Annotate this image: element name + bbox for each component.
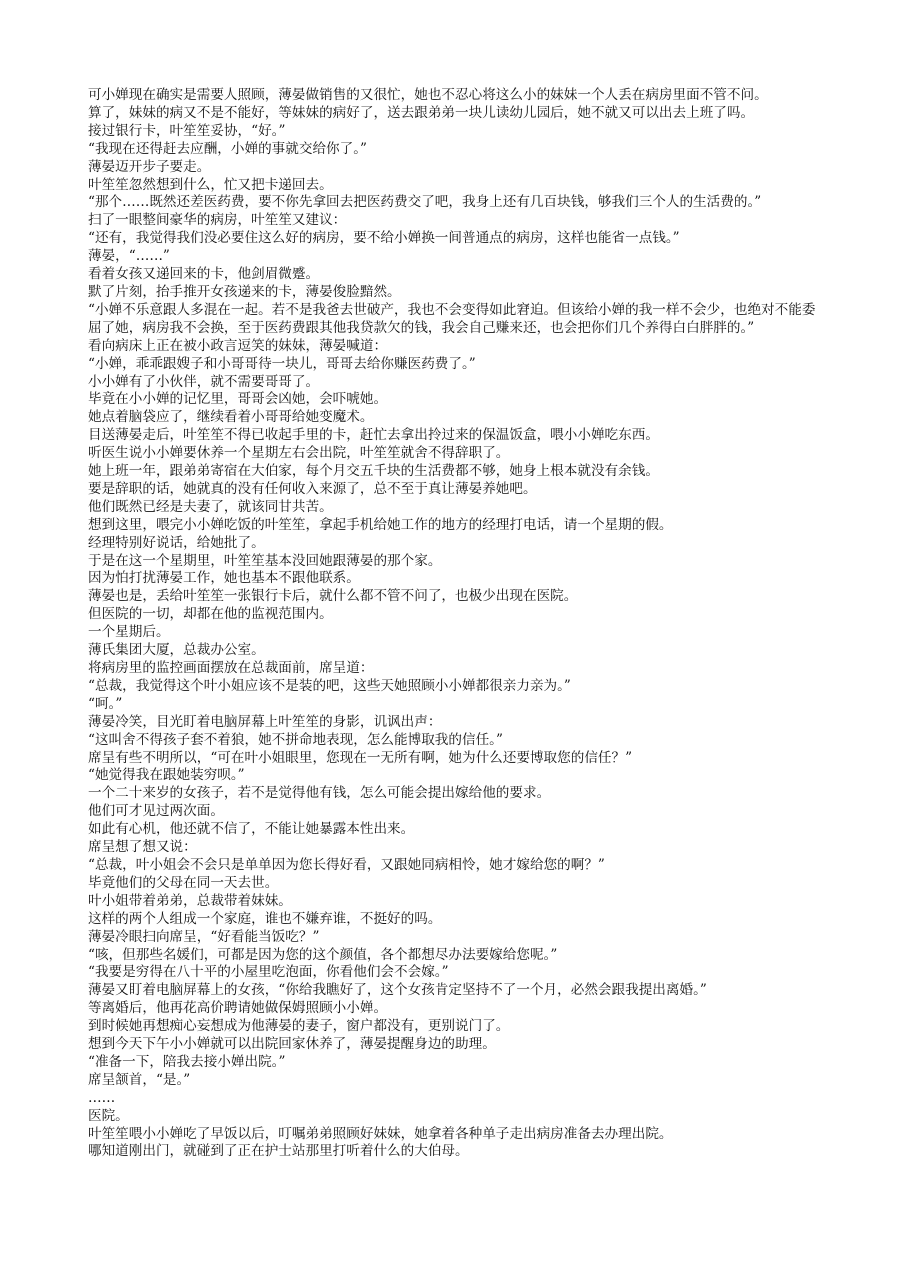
paragraph: “我现在还得赶去应酬，小婵的事就交给你了。” — [88, 140, 367, 157]
paragraph: 席呈颔首，“是。” — [88, 1071, 191, 1088]
paragraph: “她觉得我在跟她装穷呗。” — [88, 767, 245, 784]
paragraph: “还有，我觉得我们没必要住这么好的病房，要不给小婵换一间普通点的病房，这样也能省一点钱。” — [88, 230, 680, 247]
paragraph: 薄晏又盯着电脑屏幕上的女孩，“你给我瞧好了，这个女孩肯定坚持不了一个月，必然会跟我提出离婚。” — [88, 982, 707, 999]
paragraph: 经理特别好说话，给她批了。 — [88, 534, 265, 551]
paragraph: 但医院的一切，却都在他的监视范围内。 — [88, 606, 333, 623]
paragraph: 小小婵有了小伙伴，就不需要哥哥了。 — [88, 373, 320, 390]
paragraph: 如此有心机，他还就不信了，不能让她暴露本性出来。 — [88, 821, 415, 838]
paragraph: “我要是穷得在八十平的小屋里吃泡面，你看他们会不会嫁。” — [88, 964, 449, 981]
paragraph: 他们既然已经是夫妻了，就该同甘共苦。 — [88, 498, 333, 515]
paragraph: 她点着脑袋应了，继续看着小哥哥给她变魔术。 — [88, 409, 374, 426]
paragraph: 叶小姐带着弟弟，总裁带着妹妹。 — [88, 892, 292, 909]
paragraph: 接过银行卡，叶笙笙妥协，“好。” — [88, 122, 286, 139]
paragraph: 哪知道刚出门，就碰到了正在护士站那里打听着什么的大伯母。 — [88, 1143, 469, 1160]
paragraph: “小婵，乖乖跟嫂子和小哥哥待一块儿，哥哥去给你赚医药费了。” — [88, 355, 476, 372]
paragraph: …… — [88, 1089, 116, 1106]
paragraph: “那个……既然还差医药费，要不你先拿回去把医药费交了吧，我身上还有几百块钱，够我们三个人的生活费的。” — [88, 194, 762, 211]
document-page — [88, 87, 828, 1161]
paragraph: 叶笙笙忽然想到什么，忙又把卡递回去。 — [88, 176, 333, 193]
paragraph: 默了片刻，抬手推开女孩递来的卡，薄晏俊脸黯然。 — [88, 283, 401, 300]
paragraph: 薄晏冷眼扫向席呈，“好看能当饭吃？” — [88, 928, 320, 945]
paragraph: 想到今天下午小小婵就可以出院回家休养了，薄晏提醒身边的助理。 — [88, 1036, 496, 1053]
paragraph: 将病房里的监控画面摆放在总裁面前，席呈道： — [88, 660, 374, 676]
paragraph: “总裁，我觉得这个叶小姐应该不是装的吧，这些天她照顾小小婵都很亲力亲为。” — [88, 677, 571, 694]
paragraph: 要是辞职的话，她就真的没有任何收入来源了，总不至于真让薄晏养她吧。 — [88, 480, 537, 497]
paragraph: 毕竟在小小婵的记忆里，哥哥会凶她，会吓唬她。 — [88, 391, 388, 408]
paragraph: 医院。 — [88, 1107, 129, 1124]
paragraph: 薄晏，“……” — [88, 248, 170, 265]
paragraph: 目送薄晏走后，叶笙笙不得已收起手里的卡，赶忙去拿出拎过来的保温饭盒，喂小小婵吃东西。 — [88, 427, 659, 444]
paragraph: 薄晏迈开步子要走。 — [88, 158, 211, 175]
paragraph: 看着女孩又递回来的卡，他剑眉微蹙。 — [88, 266, 320, 283]
paragraph: 到时候她再想痴心妄想成为他薄晏的妻子，窗户都没有，更别说门了。 — [88, 1018, 510, 1035]
paragraph: 于是在这一个星期里，叶笙笙基本没回她跟薄晏的那个家。 — [88, 552, 442, 569]
paragraph: 这样的两个人组成一个家庭，谁也不嫌弃谁，不挺好的吗。 — [88, 910, 442, 927]
paragraph: 毕竟他们的父母在同一天去世。 — [88, 874, 279, 891]
paragraph: 算了，妹妹的病又不是不能好，等妹妹的病好了，送去跟弟弟一块儿读幼儿园后，她不就又可以出去上班了吗。 — [88, 104, 755, 121]
paragraph: 她上班一年，跟弟弟寄宿在大伯家，每个月交五千块的生活费都不够，她身上根本就没有余钱。 — [88, 463, 659, 480]
paragraph: 席呈有些不明所以，“可在叶小姐眼里，您现在一无所有啊，她为什么还要博取您的信任？” — [88, 749, 633, 766]
paragraph: 叶笙笙喂小小婵吃了早饭以后，叮嘱弟弟照顾好妹妹，她拿着各种单子走出病房准备去办理出院。 — [88, 1125, 673, 1142]
paragraph: “总裁，叶小姐会不会只是单单因为您长得好看，又跟她同病相怜，她才嫁给您的啊？” — [88, 856, 605, 873]
paragraph: 一个星期后。 — [88, 624, 170, 641]
paragraph: “这叫舍不得孩子套不着狼，她不拼命地表现，怎么能博取我的信任。” — [88, 731, 503, 748]
paragraph: 一个二十来岁的女孩子，若不是觉得他有钱，怎么可能会提出嫁给他的要求。 — [88, 785, 551, 802]
paragraph: 想到这里，喂完小小婵吃饭的叶笙笙，拿起手机给她工作的地方的经理打电话，请一个星期的假。 — [88, 516, 673, 533]
paragraph: 扫了一眼整间豪华的病房，叶笙笙又建议： — [88, 212, 347, 229]
paragraph: 他们可才见过两次面。 — [88, 803, 224, 820]
paragraph: “小婵不乐意跟人多混在一起。若不是我爸去世破产，我也不会变得如此窘迫。但该给小婵的我一样不会少，也绝对不能委屈了她，病房我不会换，至于医药费跟其他我贷款欠的钱，我会自己赚来还，也会把你们几个养得白白胖胖的。” — [88, 301, 816, 336]
paragraph: 看向病床上正在被小政言逗笑的妹妹，薄晏喊道： — [88, 337, 388, 354]
paragraph: 薄晏冷笑，目光盯着电脑屏幕上叶笙笙的身影，讥讽出声： — [88, 713, 442, 730]
paragraph: 薄氏集团大厦，总裁办公室。 — [88, 642, 265, 659]
paragraph: “呵。” — [88, 695, 123, 712]
paragraph: 等离婚后，他再花高价聘请她做保姆照顾小小婵。 — [88, 1000, 388, 1017]
paragraph: “准备一下，陪我去接小婵出院。” — [88, 1053, 286, 1070]
paragraph: 席呈想了想又说： — [88, 839, 197, 856]
paragraph: 因为怕打扰薄晏工作，她也基本不跟他联系。 — [88, 570, 360, 587]
paragraph: 听医生说小小婵要休养一个星期左右会出院，叶笙笙就舍不得辞职了。 — [88, 445, 510, 462]
paragraph: “咳，但那些名媛们，可都是因为您的这个颜值，各个都想尽办法要嫁给您呢。” — [88, 946, 558, 963]
paragraph: 可小婵现在确实是需要人照顾，薄晏做销售的又很忙，她也不忍心将这么小的妹妹一个人丢在病房里面不管不问。 — [88, 87, 768, 103]
paragraph: 薄晏也是，丢给叶笙笙一张银行卡后，就什么都不管不问了，也极少出现在医院。 — [88, 588, 578, 605]
